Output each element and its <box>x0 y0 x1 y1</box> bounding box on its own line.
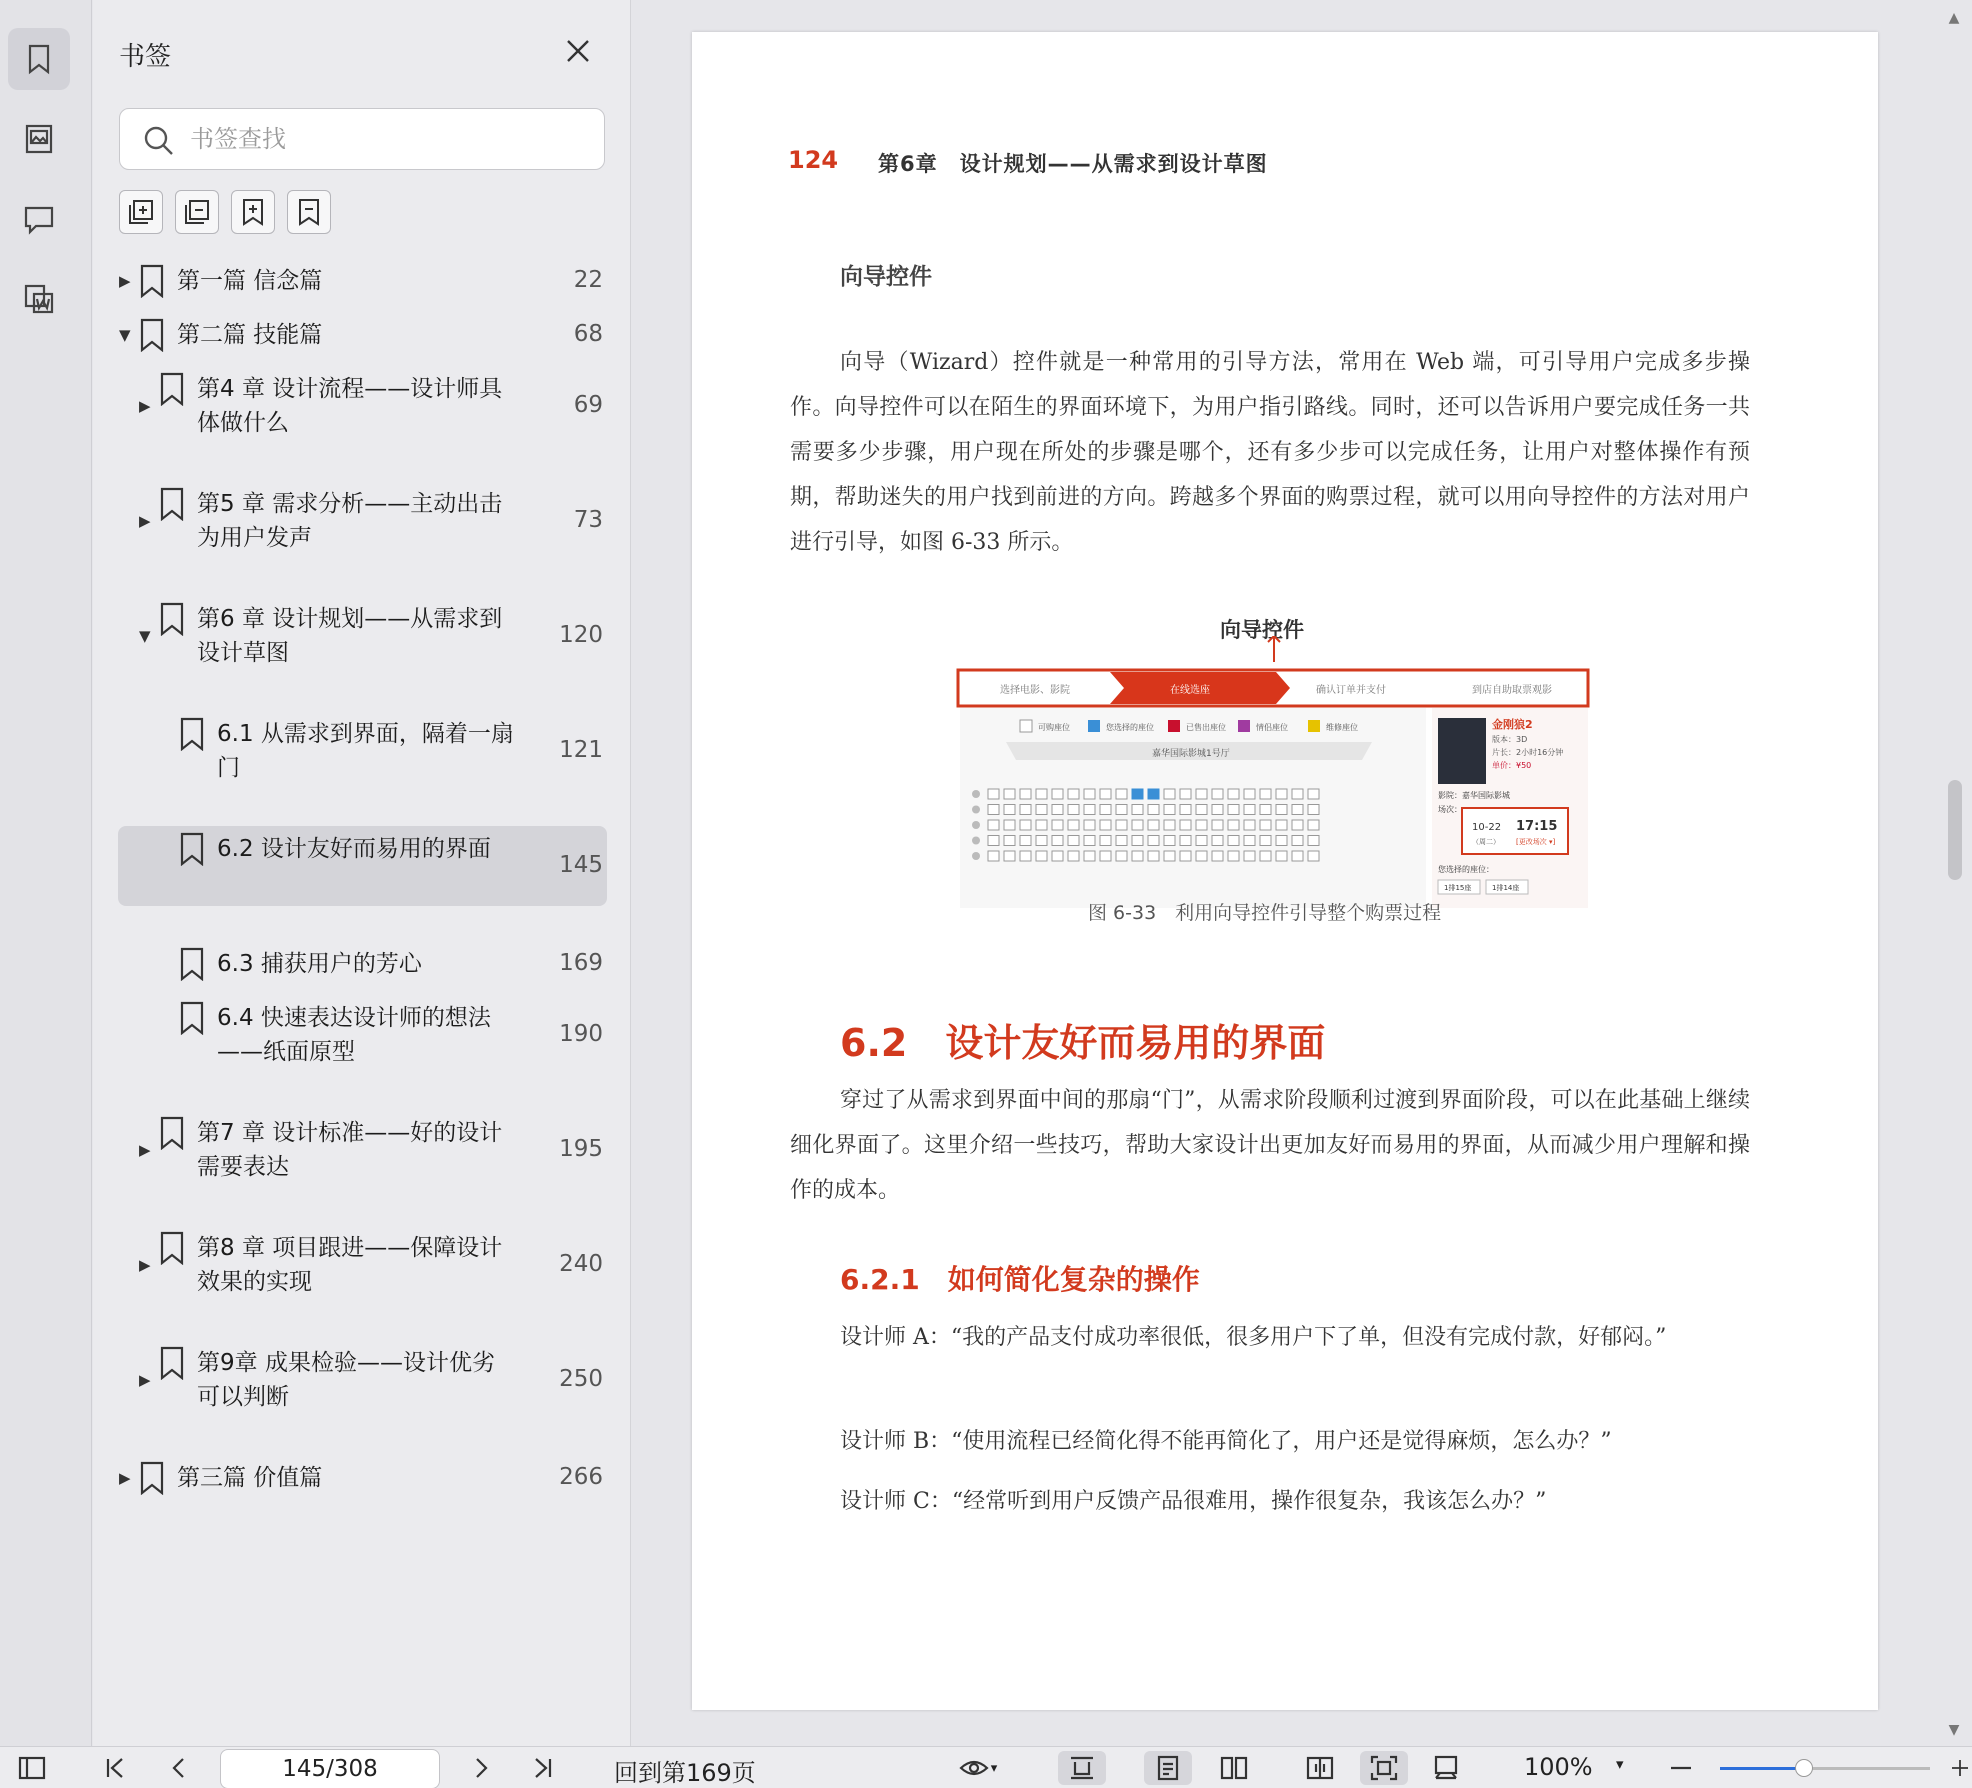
seat[interactable] <box>1132 820 1143 830</box>
seat[interactable] <box>1212 820 1223 830</box>
bookmark-item[interactable] <box>93 602 631 670</box>
seat[interactable] <box>1308 805 1319 815</box>
zoom-slider[interactable] <box>1720 1767 1930 1770</box>
bookmark-page-number: 68 <box>573 321 603 347</box>
seat[interactable] <box>1132 836 1143 846</box>
bookmark-page-number: 240 <box>559 1251 603 1277</box>
two-page-icon <box>1219 1754 1249 1782</box>
bookmark-item[interactable] <box>93 717 631 785</box>
bookmark-item[interactable] <box>93 487 631 555</box>
bookmark-page-number: 121 <box>559 737 603 763</box>
collapse-all-icon <box>182 197 212 227</box>
zoom-dropdown-icon[interactable]: ▾ <box>1616 1755 1624 1773</box>
session-label: 场次： <box>1438 805 1462 814</box>
row-marker <box>972 821 980 829</box>
zoom-in-icon[interactable] <box>1948 1751 1972 1785</box>
caret-right-icon[interactable]: ▶ <box>139 397 151 415</box>
seat[interactable] <box>1180 851 1191 861</box>
seat[interactable] <box>1036 836 1047 846</box>
bookmark-label: 第三篇 价值篇 <box>177 1465 323 1491</box>
seat[interactable] <box>988 820 999 830</box>
step-1-label: 选择电影、影院 <box>1000 685 1070 696</box>
bookmark-label: 第6 章 设计规划——从需求到设计草图 <box>197 606 503 666</box>
bookmark-page-number: 169 <box>559 950 603 976</box>
caret-right-icon[interactable]: ▶ <box>139 1371 151 1389</box>
bookmark-icon <box>159 372 185 406</box>
seat[interactable] <box>1244 851 1255 861</box>
seat[interactable] <box>988 836 999 846</box>
seat[interactable] <box>1116 820 1127 830</box>
section-heading: 向导控件 <box>840 264 932 290</box>
sidebar-toggle-icon[interactable] <box>12 1751 52 1785</box>
bookmark-item[interactable] <box>93 1116 631 1184</box>
seat[interactable] <box>1100 805 1111 815</box>
scroll-up-icon[interactable]: ▲ <box>1948 10 1960 26</box>
running-page-number: 124 <box>788 146 839 174</box>
seat[interactable] <box>1196 789 1207 799</box>
bookmark-item[interactable] <box>93 1346 631 1414</box>
comment-panel-icon[interactable] <box>8 188 70 250</box>
zoom-out-icon[interactable] <box>1664 1751 1698 1785</box>
expand-all-button[interactable] <box>119 190 163 234</box>
subsection-title-6-2-1: 6.2.1 如何简化复杂的操作 <box>840 1263 1200 1296</box>
bookmark-search[interactable] <box>119 108 605 170</box>
view-mode-dropdown[interactable] <box>948 1751 1008 1785</box>
seat[interactable] <box>1036 805 1047 815</box>
seat[interactable] <box>1212 836 1223 846</box>
movie-title: 金刚狼2 <box>1492 718 1533 731</box>
bookmark-item[interactable] <box>93 264 631 298</box>
seat[interactable] <box>1116 805 1127 815</box>
seat[interactable] <box>1244 836 1255 846</box>
session-date: 10-22 <box>1472 822 1502 833</box>
seat[interactable] <box>1244 820 1255 830</box>
bookmark-label: 6.1 从需求到界面，隔着一扇门 <box>217 721 514 781</box>
running-title: 第6章 设计规划——从需求到设计草图 <box>878 152 1268 176</box>
bookmark-item[interactable] <box>93 318 631 352</box>
next-page-icon[interactable] <box>464 1751 498 1785</box>
bookmark-icon <box>159 1116 185 1150</box>
bookmark-page-number: 190 <box>559 1021 603 1047</box>
seat[interactable] <box>1212 789 1223 799</box>
bookmark-label: 第9章 成果检验——设计优劣可以判断 <box>197 1350 495 1410</box>
legend-repair: 维修座位 <box>1326 723 1358 732</box>
seat[interactable] <box>1260 789 1271 799</box>
seat[interactable] <box>1084 805 1095 815</box>
seat[interactable] <box>1276 836 1287 846</box>
bookmark-label: 6.3 捕获用户的芳心 <box>217 951 422 977</box>
seat[interactable] <box>1052 851 1063 861</box>
seat[interactable] <box>1308 789 1319 799</box>
seat[interactable] <box>1308 820 1319 830</box>
bookmark-page-number: 22 <box>573 267 603 293</box>
book-mode-button[interactable] <box>1296 1751 1344 1785</box>
seat[interactable] <box>1004 836 1015 846</box>
word-export-icon[interactable] <box>8 268 70 330</box>
movie-price: 单价：¥50 <box>1492 761 1532 770</box>
movie-version: 版本：3D <box>1492 735 1528 744</box>
seat[interactable] <box>1100 836 1111 846</box>
bookmark-label: 第5 章 需求分析——主动出击为用户发声 <box>197 491 503 551</box>
movie-length: 片长：2小时16分钟 <box>1492 748 1564 757</box>
seat[interactable] <box>1228 851 1239 861</box>
bookmark-icon <box>179 832 205 866</box>
bookmark-label: 6.2 设计友好而易用的界面 <box>217 836 491 862</box>
bookmark-item[interactable] <box>93 832 631 900</box>
zoom-slider-knob[interactable] <box>1795 1759 1813 1777</box>
seat[interactable] <box>1180 789 1191 799</box>
seat[interactable] <box>1164 805 1175 815</box>
seat[interactable] <box>1004 851 1015 861</box>
zoom-slider-fill <box>1720 1767 1804 1770</box>
goto-page-link[interactable]: 回到第169页 <box>614 1759 756 1787</box>
seat[interactable] <box>1084 851 1095 861</box>
seat[interactable] <box>1116 851 1127 861</box>
row-marker <box>972 852 980 860</box>
step-2-label: 在线选座 <box>1170 685 1210 696</box>
seat[interactable] <box>1164 789 1175 799</box>
eye-icon <box>959 1754 989 1782</box>
seat[interactable] <box>988 805 999 815</box>
chevron-down-icon: ▾ <box>990 1760 998 1776</box>
seat[interactable] <box>1068 836 1079 846</box>
seat[interactable] <box>1148 789 1159 799</box>
quote-designer-b: 设计师 B：“使用流程已经简化得不能再简化了，用户还是觉得麻烦，怎么办？” <box>840 1429 1612 1454</box>
seat-chip-1: 1排15座 <box>1444 884 1472 892</box>
step-3-label: 确认订单并支付 <box>1316 685 1386 696</box>
caret-right-icon[interactable]: ▶ <box>139 1141 151 1159</box>
bookmark-item[interactable] <box>93 1001 631 1069</box>
seat[interactable] <box>1164 836 1175 846</box>
bookmark-tools <box>119 190 331 234</box>
selected-seats-label: 您选择的座位： <box>1438 865 1494 874</box>
seat[interactable] <box>1084 836 1095 846</box>
seat[interactable] <box>1036 851 1047 861</box>
bookmark-icon <box>159 1231 185 1265</box>
row-marker <box>972 837 980 845</box>
seat[interactable] <box>1100 789 1111 799</box>
seat[interactable] <box>1212 805 1223 815</box>
bookmark-page-number: 120 <box>559 622 603 648</box>
seat[interactable] <box>1276 805 1287 815</box>
bookmark-panel <box>93 0 631 1746</box>
bookmark-icon <box>139 318 165 352</box>
seat[interactable] <box>1004 789 1015 799</box>
bookmark-item[interactable] <box>93 372 631 440</box>
page-number-input[interactable]: 145/308 <box>220 1749 440 1788</box>
caret-right-icon[interactable]: ▶ <box>139 512 151 530</box>
row-marker <box>972 806 980 814</box>
seat[interactable] <box>1148 805 1159 815</box>
seat[interactable] <box>1036 820 1047 830</box>
legend-sold: 已售出座位 <box>1186 723 1226 732</box>
legend-available: 可购座位 <box>1038 723 1070 732</box>
seat[interactable] <box>1036 789 1047 799</box>
seat[interactable] <box>1052 820 1063 830</box>
seat[interactable] <box>1052 805 1063 815</box>
bookmark-page-number: 145 <box>559 852 603 878</box>
bookmark-panel-icon[interactable] <box>8 28 70 90</box>
bookmark-item[interactable] <box>93 947 631 981</box>
movie-poster <box>1438 718 1486 784</box>
seat[interactable] <box>1052 836 1063 846</box>
session-time: 17:15 <box>1516 819 1558 834</box>
pdf-page <box>692 32 1878 1710</box>
last-page-icon[interactable] <box>526 1751 560 1785</box>
seat[interactable] <box>1228 820 1239 830</box>
caret-right-icon[interactable]: ▶ <box>119 1469 131 1487</box>
seat[interactable] <box>1052 789 1063 799</box>
collapse-all-button[interactable] <box>175 190 219 234</box>
seat[interactable] <box>1244 805 1255 815</box>
bookmark-page-number: 250 <box>559 1366 603 1392</box>
paragraph: 向导（Wizard）控件就是一种常用的引导方法，常用在 Web 端，可引导用户完成多步操作。向导控件可以在陌生的界面环境下，为用户指引路线。同时，还可以告诉用户要完成任务一共需要多少步骤，用户现在所处的步骤是哪个，还有多少步可以完成任务，让用户对整体操作有预期，帮助迷失的用户找到前进的方向。跨越多个界面的购票过程，就可以用向导控件的方法对用户进行引导，如图 6-33 所示。 <box>790 350 1750 555</box>
seat[interactable] <box>1276 851 1287 861</box>
seat-chip-2: 1排14座 <box>1492 884 1520 892</box>
seat[interactable] <box>1148 836 1159 846</box>
vertical-scrollbar[interactable] <box>1944 10 1964 1740</box>
seat[interactable] <box>1228 789 1239 799</box>
seat[interactable] <box>988 851 999 861</box>
bookmark-icon <box>139 264 165 298</box>
caret-right-icon[interactable]: ▶ <box>119 272 131 290</box>
hall-name: 嘉华国际影城1号厅 <box>1152 749 1230 759</box>
figure-wizard-screenshot <box>956 636 1592 910</box>
remove-bookmark-button[interactable] <box>287 190 331 234</box>
seat[interactable] <box>1004 820 1015 830</box>
seat[interactable] <box>1132 851 1143 861</box>
fit-page-icon <box>1369 1754 1399 1782</box>
seat[interactable] <box>1148 820 1159 830</box>
bookmark-icon <box>139 1461 165 1495</box>
caret-down-icon[interactable]: ▼ <box>119 326 131 344</box>
change-session: [更改场次 ▾] <box>1516 838 1556 846</box>
zoom-level[interactable]: 100% <box>1524 1753 1593 1781</box>
seat[interactable] <box>1068 851 1079 861</box>
seat[interactable] <box>1068 789 1079 799</box>
step-4-label: 到店自助取票观影 <box>1472 685 1552 696</box>
seat[interactable] <box>1164 820 1175 830</box>
search-input[interactable] <box>190 119 590 159</box>
seat[interactable] <box>1276 820 1287 830</box>
seat[interactable] <box>1020 789 1031 799</box>
legend-couple: 情侣座位 <box>1256 723 1288 732</box>
bookmark-page-number: 195 <box>559 1136 603 1162</box>
seat[interactable] <box>1116 836 1127 846</box>
add-bookmark-button[interactable] <box>231 190 275 234</box>
bookmark-label: 第8 章 项目跟进——保障设计效果的实现 <box>197 1235 503 1295</box>
seat[interactable] <box>1292 820 1303 830</box>
scroll-thumb[interactable] <box>1948 780 1962 880</box>
seat[interactable] <box>1148 851 1159 861</box>
legend-selected: 您选择的座位 <box>1106 723 1154 732</box>
seat[interactable] <box>1020 805 1031 815</box>
seat[interactable] <box>1196 836 1207 846</box>
bookmark-item[interactable] <box>93 1461 631 1495</box>
seat[interactable] <box>1132 805 1143 815</box>
seat[interactable] <box>1180 805 1191 815</box>
seat[interactable] <box>1164 851 1175 861</box>
seat[interactable] <box>1308 851 1319 861</box>
bookmark-icon <box>179 947 205 981</box>
seat[interactable] <box>1084 789 1095 799</box>
paragraph: 穿过了从需求到界面中间的那扇“门”，从需求阶段顺利过渡到界面阶段，可以在此基础上继续细化界面了。这里介绍一些技巧，帮助大家设计出更加友好而易用的界面，从而减少用户理解和操作的成本。 <box>790 1088 1750 1203</box>
seat[interactable] <box>1068 820 1079 830</box>
two-page-button[interactable] <box>1210 1751 1258 1785</box>
seat[interactable] <box>1292 836 1303 846</box>
book-mode-icon <box>1305 1754 1335 1782</box>
seat[interactable] <box>1196 851 1207 861</box>
single-page-icon <box>1153 1754 1183 1782</box>
quote-designer-a: 设计师 A：“我的产品支付成功率很低，很多用户下了单，但没有完成付款，好郁闷。” <box>840 1325 1667 1350</box>
expand-all-icon <box>126 197 156 227</box>
bookmark-icon <box>159 487 185 521</box>
bottom-toolbar <box>0 1746 1972 1788</box>
row-marker <box>972 790 980 798</box>
first-page-icon[interactable] <box>98 1751 132 1785</box>
section-title-6-2: 6.2 设计友好而易用的界面 <box>840 1021 1326 1065</box>
cinema-name: 影院：嘉华国际影城 <box>1438 791 1510 800</box>
close-icon[interactable] <box>563 36 593 66</box>
continuous-scroll-icon <box>1431 1754 1461 1782</box>
seat[interactable] <box>1308 836 1319 846</box>
bookmark-page-number: 266 <box>559 1464 603 1490</box>
caret-down-icon[interactable]: ▼ <box>139 627 151 645</box>
seat[interactable] <box>988 789 999 799</box>
continuous-scroll-button[interactable] <box>1422 1751 1470 1785</box>
bookmark-item[interactable] <box>93 1231 631 1299</box>
caret-right-icon[interactable]: ▶ <box>139 1256 151 1274</box>
thumbnail-panel-icon[interactable] <box>8 108 70 170</box>
seat[interactable] <box>1260 820 1271 830</box>
figure-title: 向导控件 <box>1220 618 1304 642</box>
seat[interactable] <box>1180 836 1191 846</box>
fit-width-button[interactable] <box>1058 1751 1106 1785</box>
left-icon-rail <box>0 0 92 1746</box>
seat[interactable] <box>1228 805 1239 815</box>
single-page-button[interactable] <box>1144 1751 1192 1785</box>
seat[interactable] <box>1196 805 1207 815</box>
bookmark-icon <box>159 1346 185 1380</box>
seat[interactable] <box>1004 805 1015 815</box>
seat[interactable] <box>1100 820 1111 830</box>
search-icon <box>142 124 176 158</box>
bookmark-label: 第7 章 设计标准——好的设计需要表达 <box>197 1120 503 1180</box>
seat[interactable] <box>1180 820 1191 830</box>
fit-page-button[interactable] <box>1360 1751 1408 1785</box>
seat[interactable] <box>1132 789 1143 799</box>
figure-caption: 图 6-33 利用向导控件引导整个购票过程 <box>1088 902 1442 924</box>
seat[interactable] <box>1292 789 1303 799</box>
bookmark-icon <box>179 717 205 751</box>
seat[interactable] <box>1196 820 1207 830</box>
seat[interactable] <box>1020 851 1031 861</box>
seat[interactable] <box>1084 820 1095 830</box>
seat[interactable] <box>1020 836 1031 846</box>
add-bookmark-icon <box>238 197 268 227</box>
prev-page-icon[interactable] <box>162 1751 196 1785</box>
bookmark-icon <box>179 1001 205 1035</box>
quote-designer-c: 设计师 C：“经常听到用户反馈产品很难用，操作很复杂，我该怎么办？” <box>840 1489 1547 1514</box>
bookmark-label: 6.4 快速表达设计师的想法——纸面原型 <box>217 1005 491 1065</box>
bookmark-label: 第4 章 设计流程——设计师具体做什么 <box>197 376 503 436</box>
seat[interactable] <box>1244 789 1255 799</box>
bookmark-page-number: 69 <box>573 392 603 418</box>
seat[interactable] <box>1116 789 1127 799</box>
remove-bookmark-icon <box>294 197 324 227</box>
fit-width-icon <box>1067 1754 1097 1782</box>
panel-title: 书签 <box>119 42 172 72</box>
bookmark-label: 第二篇 技能篇 <box>177 322 323 348</box>
seat[interactable] <box>1100 851 1111 861</box>
scroll-down-icon[interactable]: ▼ <box>1948 1722 1960 1738</box>
seat[interactable] <box>1292 805 1303 815</box>
seat[interactable] <box>1260 805 1271 815</box>
seat[interactable] <box>1292 851 1303 861</box>
seat[interactable] <box>1260 836 1271 846</box>
session-weekday: （周二） <box>1472 838 1500 846</box>
bookmark-icon <box>159 602 185 636</box>
bookmark-page-number: 73 <box>573 507 603 533</box>
seat[interactable] <box>1068 805 1079 815</box>
seat[interactable] <box>1260 851 1271 861</box>
bookmark-label: 第一篇 信念篇 <box>177 268 323 294</box>
seat[interactable] <box>1020 820 1031 830</box>
seat[interactable] <box>1212 851 1223 861</box>
seat[interactable] <box>1276 789 1287 799</box>
seat[interactable] <box>1228 836 1239 846</box>
